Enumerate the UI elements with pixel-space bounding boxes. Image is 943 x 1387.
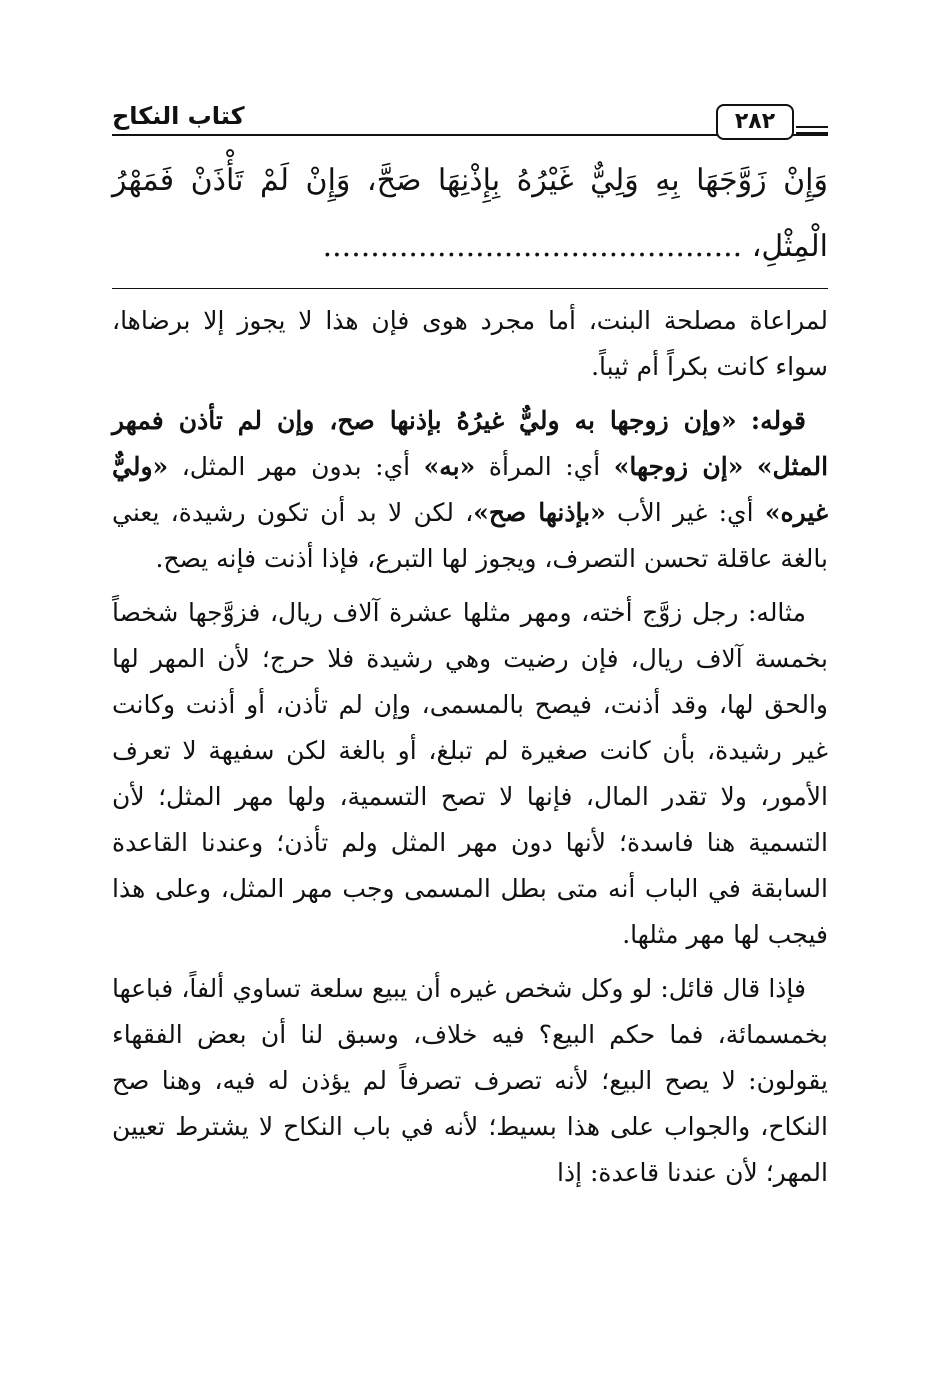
phrase-3: «وليٌّ غيره» [112, 452, 828, 527]
matn-divider [112, 288, 828, 289]
phrase-4: «بإذنها صح» [473, 498, 606, 527]
commentary-paragraph-2 [112, 398, 828, 582]
chapter-title: كتاب النكاح [112, 102, 245, 130]
explanation-3: أي: غير الأب [616, 498, 754, 527]
quoted-matn: «وإن زوجها به وليٌّ غيرُهُ بإذنها صح، وإن لم تأذن فمهر المثل» [112, 406, 829, 481]
commentary [112, 298, 828, 1204]
page-number: ٢٨٢ [716, 104, 794, 140]
header-dash-top [796, 126, 828, 128]
explanation-2: أي: بدون مهر المثل، [181, 452, 411, 481]
header-dash-bottom [796, 132, 828, 134]
qawluhu-label: قوله: [750, 406, 806, 435]
commentary-paragraph-1: لمراعاة مصلحة البنت، أما مجرد هوى فإن هذا لا يجوز إلا برضاها، سواء كانت بكراً أم ثيباً. [112, 306, 828, 381]
commentary-paragraph-4: فإذا قال قائل: لو وكل شخص غيره أن يبيع سلعة تساوي ألفاً، فباعها بخمسمائة، فما حكم البيع؟ فيه خلاف، وسبق لنا أن بعض الفقهاء يقولون: لا يصح البيع؛ لأنه تصرف تصرفاً لم يؤذن له فيه، وهنا صح النكاح، والجواب على هذا بسيط؛ لأنه في باب النكاح لا يشترط تعيين المهر؛ لأن عندنا قاعدة: إذا [112, 974, 828, 1187]
commentary-paragraph-3: مثاله: رجل زوَّج أخته، ومهر مثلها عشرة آلاف ريال، فزوَّجها شخصاً بخمسة آلاف ريال، فإن رضيت وهي رشيدة فلا حرج؛ لأن المهر لها والحق لها، وقد أذنت، فيصح بالمسمى، وإن لم تأذن، أو أذنت وكانت غير رشيدة، بأن كانت صغيرة لم تبلغ، أو بالغة لكن سفيهة لا تعرف الأمور، ولا تقدر المال، فإنها لا تصح التسمية، ولها مهر المثل؛ لأن التسمية هنا فاسدة؛ لأنها دون مهر المثل ولم تأذن؛ وعندنا القاعدة السابقة في الباب أنه متى بطل المسمى وجب مهر المثل، وعلى هذا فيجب لها مهر مثلها. [112, 598, 828, 949]
phrase-2: «به» [423, 452, 476, 481]
matn-text: وَإِنْ زَوَّجَهَا بِهِ وَلِيٌّ غَيْرُهُ بِإِذْنِهَا صَحَّ، وَإِنْ لَمْ تَأْذَنْ فَمَهْرُ الْمِثْلِ، ............................................ [112, 163, 828, 264]
explanation-1: أي: المرأة [488, 452, 601, 481]
page-header [112, 98, 828, 144]
explanation-4: ، لكن لا بد أن تكون رشيدة، يعني بالغة عاقلة تحسن التصرف، ويجوز لها التبرع، فإذا أذنت فإنه يصح. [112, 498, 828, 573]
phrase-1: «إن زوجها» [613, 452, 744, 481]
